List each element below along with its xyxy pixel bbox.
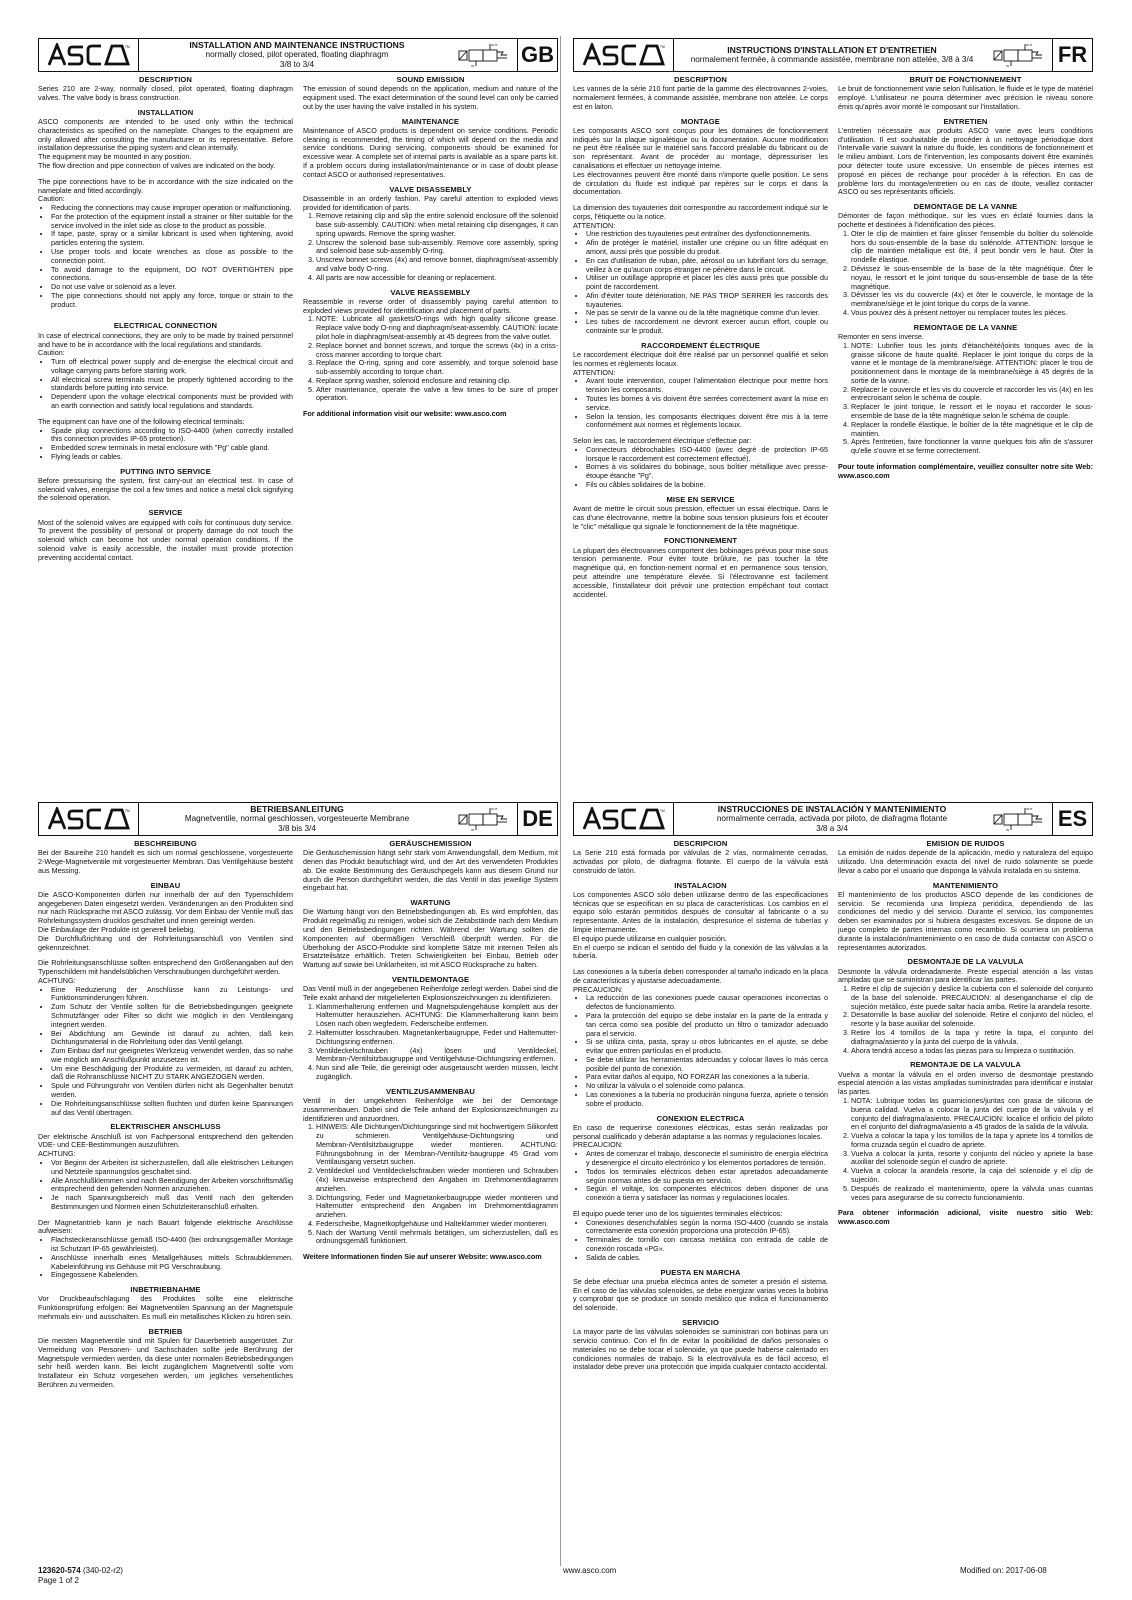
list-item: • Turn off electrical power supply and de-energise the electrical circuit and voltage carrying parts before starting work. [51, 358, 293, 376]
list-item: 1. NOTE: Lubrifier tous les joints d'étanchéité/joints toriques avec de la graisse silicone de haute qualité. Replacer le joint torique du corps de la vanne et le montage de la membrane/siège. ATTENTION: placer le trou de positionnement dans le montage de la membrane/siège à 45 degrés de la sortie de la vanne. [851, 342, 1093, 386]
list-item: 2. Replace bonnet and bonnet screws, and torque the screws (4x) in a criss-cross manner according to torque chart. [316, 342, 558, 360]
heading-wartung: WARTUNG [410, 898, 451, 908]
list-item: • Vor Beginn der Arbeiten ist sicherzustellen, daß alle elektrischen Leitungen und Netzteile spannungslos geschaltet sind. [51, 1159, 293, 1177]
list-item: • Um eine Beschädigung der Produkte zu vermeiden, ist darauf zu achten, daß die Rohranschlüsse NICHT ZU STARK ANGEZOGEN werden. [51, 1065, 293, 1083]
list-item: • Use proper tools and locate wrenches as close as possible to the connection point. [51, 248, 293, 266]
heading-geraeuschemission: GERÄUSCHEMISSION [389, 839, 472, 848]
heading-beschreibung: BESCHREIBUNG [134, 839, 197, 848]
heading-disassembly: VALVE DISASSEMBLY [389, 184, 472, 194]
text-fonctionnement: La plupart des électrovannes comportent des bobinages prévus pour mise sous tension permanente. Pour éviter toute brûlure, ne pas toucher la tête magnétique qui, en fonction-nement normal et en permanence sous tension, peut atteindre une température élevée. Si l'électrovanne est facilement accessible, l'installateur doit prévoir une protection empêchant tout contact accidentel. [573, 545, 828, 599]
list-item: • Avant toute intervention, couper l'alimentation électrique pour mettre hors tension les composants. [586, 377, 828, 395]
text-instalacion: Los componentes ASCO sólo deben utilizarse dentro de las especificaciones técnicas que se especifican en su placa de características. Los cambios en el equipo sólo estarán permitidos después de consultar al fabricante o a su representante. Antes de la instalación, despresurice el sistema de tuberías y limpie internamente. [573, 889, 828, 934]
list-item: 4. Vuelva a colocar la arandela resorte, la caja del solenoide y el clip de sujeción. [851, 1167, 1093, 1185]
heading-service: SERVICE [148, 508, 183, 518]
attention-label: ATTENTION: [573, 367, 616, 377]
text-conexion-electrica: En caso de requerirse conexiones eléctricas, estas serán realizadas por personal cualificado y deberán adaptarse a las normas y regulaciones locales. [573, 1122, 828, 1141]
list-item: • Eine Reduzierung der Anschlüsse kann zu Leistungs- und Funktionsminderungen führen. [51, 986, 293, 1004]
attention-label: ATTENTION: [573, 220, 616, 230]
list-item: • Ne pas se servir de la vanne ou de la tête magnétique comme d'un levier. [586, 309, 828, 318]
text-sound: The emission of sound depends on the application, medium and nature of the equipment used. The exact determination of the sound level can only be carried out by the user having the valve installed in his system. [303, 84, 558, 111]
list-item: • Anschlüsse innerhalb eines Metallgehäuses mittels Schraubklemmen. Kabeleinführung ins Gehäuse mit PG Verschraubung. [51, 1254, 293, 1272]
heading-ventilzusammenbau: VENTILZUSAMMENBAU [385, 1086, 476, 1096]
list-item: 5. Después de realizado el mantenimiento, opere la válvula unas cuantas veces para asegurarse de su correcto funcionamiento. [851, 1185, 1093, 1203]
list-item: • Según el voltaje, los componentes eléctricos deben disponer de una conexión a tierra y satisfacer las normas y regulaciones locales. [586, 1185, 828, 1203]
list-item: • The pipe connections should not apply any force, torque or strain to the product. [51, 292, 293, 310]
list-item: • Bornes à vis solidaires du bobinage, sous boîtier métallique avec presse-étoupe étanche "Pg". [586, 463, 828, 481]
list-item: • Do not use valve or solenoid as a lever. [51, 283, 293, 292]
text-montage: Les composants ASCO sont conçus pour les domaines de fonctionnement indiqués sur la plaque signalétique ou la documentation. Aucune modification ne peut être réalisée sur le matériel sans l'accord préalable du fabricant ou de son représentant. Avant de procéder au montage, dépressuriser les canalisations et effectuer un nettoyage interne. [573, 125, 828, 170]
svg-text:TM: TM [659, 45, 665, 49]
heading-mantenimiento: MANTENIMIENTO [932, 880, 999, 890]
language-code: GB [517, 39, 557, 71]
language-code: ES [1052, 803, 1092, 835]
asco-logo [574, 39, 674, 71]
doc-size: 3/8 bis 3/4 [278, 824, 316, 834]
heading-ventildemontage: VENTILDEMONTAGE [391, 974, 470, 984]
svg-text:IN: IN [471, 64, 474, 68]
text-demontage: Démonter de façon méthodique. sur les vues en éclaté fournies dans la pochette et destinées à l'identification des pièces. [838, 211, 1093, 230]
svg-text:OUT: OUT [1026, 43, 1033, 47]
list-item: 3. Dévisser les vis du couvercle (4x) et ôter le couvercle, le montage de la membrane/siège et le joint torique du corps de la vanne. [851, 291, 1093, 309]
text-servicio: La mayor parte de las válvulas solenoides se suministran con bobinas para un servicio continuo. Con el fin de evitar la posibilidad de daños personales o materiales no se debe tocar el solenoide, ya que puede haberse calentado en condiciones normales de trabajo. Si la electroválvula es de fácil acceso, el instalador debe prever una protección que impida cualquier contacto accidental. [573, 1327, 828, 1372]
heading-entretien: ENTRETIEN [943, 116, 988, 126]
list-item: • Se debe utilizar las herramientas adecuadas y colocar llaves lo más cerca posible del punto de conexión. [586, 1056, 828, 1074]
heading-reassembly: VALVE REASSEMBLY [390, 287, 471, 297]
text-einbau: Die ASCO-Komponenten dürfen nur innerhalb der auf den Typenschildern angegebenen Daten eingesetzt werden. Veränderungen an den Produkten sind nur nach Rücksprache mit ASCO zulässig. Vor dem Einbau der Ventile muß das Rohrleitungssystem drucklos geschaltet und innen gereinigt werden. [38, 889, 293, 926]
doc-subtitle: normalmente cerrada, activada por piloto, de diafragma flotante [716, 814, 948, 824]
achtung-label: ACHTUNG: [38, 1149, 76, 1159]
list-item: • No utilizar la válvula o el solenoide como palanca. [586, 1082, 828, 1091]
language-code: FR [1052, 39, 1092, 71]
list-item: 5. Après l'entretien, faire fonctionner la vanne quelques fois afin de s'assurer qu'elle s'ouvre et se ferme correctement. [851, 438, 1093, 456]
heading-elektrischer-anschluss: ELEKTRISCHER ANSCHLUSS [110, 1122, 221, 1132]
list-item: 5. After maintenance, operate the valve a few times to be sure of proper operation. [316, 386, 558, 404]
list-item: • To avoid damage to the equipment, DO NOT OVERTIGHTEN pipe connections. [51, 266, 293, 284]
heading-montage: MONTAGE [681, 116, 720, 126]
svg-text:TM: TM [659, 809, 665, 813]
list-item: 3. Ventildeckelschrauben (4x) lösen und Ventildeckel, Membran-/Ventilsitzbaugruppe und Ventilgehäuse-Dichtungsring entfernen. [316, 1047, 558, 1065]
list-item: • Las conexiones a la tubería no producirán ninguna fuerza, apriete o tensión sobre el producto. [586, 1091, 828, 1109]
heading-emision-ruidos: EMISION DE RUIDOS [926, 839, 1005, 848]
doc-title: BETRIEBSANLEITUNG [250, 803, 344, 814]
list-item: • Une restriction des tuyauteries peut entraîner des dysfonctionnements. [586, 230, 828, 239]
list-item: • Todos los terminales eléctricos deben estar apretados adecuadamente según normas antes de su puesta en servicio. [586, 1168, 828, 1186]
list-item: • Fils ou câbles solidaires de la bobine. [586, 481, 828, 490]
text-service: Most of the solenoid valves are equipped with coils for continuous duty service. To prevent the possibility of personal or property damage do not touch the solenoid which can become hot under normal operation conditions. If the solenoid valve is easily accessible, the installer must provide protection preventing accidental contact. [38, 517, 293, 562]
heading-electrical: ELECTRICAL CONNECTION [113, 321, 218, 331]
text-bruit: Le bruit de fonctionnement varie selon l'utilisation, le fluide et le type de matériel employé. L'utilisateur ne pourra déterminer avec précision le niveau sonore émis qu'après avoir monté le composant sur l'installation. [838, 84, 1093, 111]
svg-text:TM: TM [124, 809, 130, 813]
list-item: 1. Klammerhalterung entfernen und Magnetspulengehäuse komplett aus der Haltemutter herausziehen. ACHTUNG: Die Klammerhalterung kann beim Lösen nach oben wegfedern. Federscheibe entfernen. [316, 1003, 558, 1029]
valve-symbol-icon [455, 803, 517, 835]
list-item: 1. HINWEIS: Alle Dichtungen/Dichtungsringe sind mit hochwertigem Silikonfett zu schmieren. Ventilgehäuse-Dichtungsring und Membran-/Ventilsitzbaugruppe wieder montieren. ACHTUNG: Führungsbohrung in der Membran-/Ventilsitz-baugruppe 45 Grad vom Ventilausgang versetzt suchen. [316, 1123, 558, 1167]
heading-maintenance: MAINTENANCE [401, 116, 460, 126]
list-item: • Alle Anschlußklemmen sind nach Beendigung der Arbeiten vorschriftsmäßig entsprechend den geltenden Normen anzuziehen. [51, 1177, 293, 1195]
text-conexion-electrica: El equipo puede tener uno de los siguientes terminales eléctricos: [573, 1208, 783, 1218]
list-item: • If tape, paste, spray or a similar lubricant is used when tightening, avoid particles entering the system. [51, 230, 293, 248]
list-item: 2. Replacer le couvercle et les vis du couvercle et raccorder les vis (4x) en les entrecroisant selon le schéma de couple. [851, 386, 1093, 404]
text-disassembly: Disassemble in an orderly fashion. Pay careful attention to exploded views provided for identification of parts. [303, 193, 558, 212]
list-item: • Conexiones desenchufables según la norma ISO-4400 (cuando se instala correctamente esta conexión proporciona una protección IP-65). [586, 1219, 828, 1237]
text-installation: The pipe connections have to be in accordance with the size indicated on the nameplate and fitted accordingly. [38, 176, 293, 195]
doc-size: 3/8 to 3/4 [279, 60, 315, 70]
section-es [573, 802, 1093, 1562]
list-item: • Spade plug connections according to ISO-4400 (when correctly installed this connection provides IP-65 protection). [51, 427, 293, 445]
footer-doc-info [38, 1566, 123, 1586]
list-item: 1. Oter le clip de maintien et faire glisser l'ensemble du boîtier du solénoïde hors du sous-ensemble de la base du solénoïde. ATTENTION: lorsque le clip de maintien métallique est ôté, il peut bondir vers le haut. Ôter la rondelle élastique. [851, 230, 1093, 265]
list-item: 4. Nun sind alle Teile, die gereinigt oder ausgetauscht werden müssen, leicht zugänglich. [316, 1064, 558, 1082]
doc-size: 3/8 a 3/4 [816, 824, 848, 834]
text-emision-ruidos: La emisión de ruidos depende de la aplicación, medio y naturaleza del equipo utilizado. Una determinación exacta del nivel de ruido solamente se puede llevar a cabo por el usuario que disponga la válvula instalada en su sistema. [838, 848, 1093, 875]
text-einbau: Die Rohrleitungsanschlüsse sollten entsprechend den Größenangaben auf den Typenschildern mit handelsüblichen Verschraubungen durchgeführt werden. [38, 958, 293, 977]
list-item: • Terminales de tornillo con carcasa metálica con entrada de cable de conexión roscada «PG». [586, 1236, 828, 1254]
list-item: 4. Ahora tendrá acceso a todas las piezas para su limpieza o sustitución. [851, 1047, 1093, 1056]
list-item: • For the protection of the equipment install a strainer or filter suitable for the service involved in the inlet side as close to the product as possible. [51, 213, 293, 231]
list-item: 1. NOTE: Lubricate all gaskets/O-rings with high quality silicone grease. Replace valve body O-ring and diaphragm/seat-assembly. CAUTION: locate pilot hole in diaphragm/seat-assembly at 45 degrees from the valve outlet. [316, 315, 558, 341]
text-elektrischer-anschluss: Der Magnetantrieb kann je nach Bauart folgende elektrische Anschlüsse aufweisen: [38, 1217, 293, 1236]
list-item: 2. Vuelva a colocar la tapa y los tornillos de la tapa y apriete los 4 tornillos de forma cruzada según el cuadro de apriete. [851, 1132, 1093, 1150]
precaucion-label: PRECAUCION: [573, 984, 623, 994]
heading-remontage: REMONTAGE DE LA VANNE [913, 322, 1018, 332]
doc-number: 123620-574 [38, 1566, 81, 1575]
heading-installation: INSTALLATION [137, 107, 194, 117]
section-de [38, 802, 558, 1562]
column-divider [560, 36, 561, 1566]
list-item: • Reducing the connections may cause improper operation or malfunctioning. [51, 204, 293, 213]
text-remontage: Remonter en sens inverse. [838, 331, 924, 341]
heading-description: DESCRIPTION [139, 75, 192, 84]
footer-modified: Modified on: 2017-06-08 [960, 1566, 1047, 1575]
list-item: • Selon la tension, les composants électriques doivent être mis à la terre conformément aux normes et règlements locaux. [586, 413, 828, 431]
text-electrical: In case of electrical connections, they are only to be made by trained personnel and have to be in accordance with the local regulations and standards. [38, 330, 293, 349]
header-gb [38, 38, 558, 72]
heading-conexion-electrica: CONEXION ELECTRICA [656, 1113, 745, 1123]
text-maintenance: Maintenance of ASCO products is dependent on service conditions. Periodic cleaning is recommended, the timing of which will depend on the media and service conditions. During servicing, components should be examined for excessive wear. A complete set of internal parts is available as a spare parts kit. If a problem occurs during installation/maintenance or in case of doubt please contact ASCO or authorised representatives. [303, 125, 558, 179]
list-item: 5. Nach der Wartung Ventil mehrmals betätigen, um sicherzustellen, daß es ordnungsgemäß funktioniert. [316, 1229, 558, 1247]
list-item: • Antes de comenzar el trabajo, desconecte el suministro de energía eléctrica y desenergice el circuito electrónico y los elementos portadores de tensión. [586, 1150, 828, 1168]
heading-demontage: DEMONTAGE DE LA VANNE [913, 202, 1018, 212]
list-item: • Zum Einbau darf nur geeignetes Werkzeug verwendet werden, das so nahe wie möglich am Anschlußpunkt anzusetzen ist. [51, 1047, 293, 1065]
list-item: • Je nach Spannungsbereich muß das Ventil nach den geltenden Bestimmungen und Normen einen Schutzleiteranschluß erhalten. [51, 1194, 293, 1212]
list-item: • Flying leads or cables. [51, 453, 293, 462]
text-montage: Les électrovannes peuvent être monté dans n'importe quelle position. Le sens de circulation du fluide est indiqué par repères sur le corps et dans la documentation. [573, 169, 828, 197]
doc-title: INSTRUCTIONS D'INSTALLATION ET D'ENTRETIEN [727, 44, 937, 55]
svg-text:OUT: OUT [1026, 807, 1033, 811]
svg-text:IN: IN [1006, 64, 1009, 68]
list-item: • Bei Abdichtung am Gewinde ist darauf zu achten, daß kein Dichtungsmaterial in die Rohrleitung oder das Ventil gelangt. [51, 1030, 293, 1048]
website-note: For additional information visit our website: www.asco.com [303, 409, 507, 419]
text-mise-en-service: Avant de mettre le circuit sous pression, effectuer un essai électrique. Dans le cas d'une électrovanne, mettre la bobine sous tension plusieurs fois et écouter le "clic" métallique qui signale le fonctionnement de la tête magnétique. [573, 504, 828, 531]
list-item: • Para la protección del equipo se debe instalar en la parte de la entrada y tan cerca como sea posible del producto un filtro o tamizador adecuado para el servicio. [586, 1012, 828, 1038]
text-ventildemontage: Das Ventil muß in der angegebenen Reihenfolge zerlegt werden. Dabei sind die Teile exakt anhand der mitgelieferten Explosionszeichnungen zu identifizieren. [303, 984, 558, 1002]
heading-servicio: SERVICIO [682, 1317, 719, 1327]
list-item: 4. Replacer la rondelle élastique, le boîtier de la tête magnétique et le clip de maintien. [851, 421, 1093, 439]
heading-sound: SOUND EMISSION [396, 75, 465, 84]
list-item: 3. Dichtungsring, Feder und Magnetankerbaugruppe wieder montieren und Haltemutter entsprechend den Angaben im Drehmomentdiagramm anziehen. [316, 1194, 558, 1220]
list-item: 1. Retire el clip de sujeción y deslice la cubierta con el solenoide del conjunto de la base del solenoide. PRECAUCION: al desengancharse el clip de sujeción metálico, éste puede saltar hacia arriba. Retire la arandela resorte. [851, 985, 1093, 1011]
valve-symbol-icon [990, 39, 1052, 71]
list-item: • Zum Schutz der Ventile sollten für die Betriebsbedingungen geeignete Schmutzfänger oder Filter so dicht wie möglich in den Ventileingang integriert werden. [51, 1003, 293, 1029]
text-einbau: Die Durchflußrichtung und der Rohrleitungsanschluß von Ventilen sind gekennzeichnet. [38, 933, 293, 952]
heading-inbetriebnahme: INBETRIEBNAHME [130, 1285, 201, 1295]
heading-bruit: BRUIT DE FONCTIONNEMENT [909, 75, 1022, 84]
heading-einbau: EINBAU [150, 880, 181, 890]
text-description: Les vannes de la série 210 font partie de la gamme des électrovannes 2-voies, normalement fermées, à commande assistée, membrane non attelée. Le corps est en laiton. [573, 84, 828, 111]
list-item: • Eingegossene Kabelenden. [51, 1271, 293, 1280]
list-item: • Si se utiliza cinta, pasta, spray u otros lubricantes en el ajuste, se debe evitar que entren partículas en el producto. [586, 1038, 828, 1056]
text-reassembly: Reassemble in reverse order of disassembly paying careful attention to exploded views provided for identification and placement of parts. [303, 296, 558, 315]
doc-title: INSTRUCCIONES DE INSTALACIÓN Y MANTENIMIENTO [717, 803, 947, 814]
text-desmontaje: Desmonte la válvula ordenadamente. Preste especial atención a las vistas ampliadas que se suministran para identificar las partes. [838, 966, 1093, 985]
list-item: 4. Vous pouvez dès à présent nettoyer ou remplacer toutes les pièces. [851, 309, 1093, 318]
svg-text:OUT: OUT [491, 43, 498, 47]
list-item: 4. Replace spring washer, solenoid enclosure and retaining clip. [316, 377, 558, 386]
text-electrical: Selon les cas, le raccordement électrique s'effectue par: [573, 436, 752, 446]
doc-subtitle: normalement fermée, à commande assistée, membrane non attelée, 3/8 à 3/4 [690, 55, 974, 65]
text-installation: ASCO components are intended to be used only within the technical characteristics as specified on the nameplate. Changes to the equipment are only allowed after consulting the manufacturer or its representative. Before installation depressurise the piping system and clean internally. [38, 117, 293, 153]
doc-subtitle: normally closed, pilot operated, floating diaphragm [205, 50, 389, 60]
list-item: 3. Retire los 4 tornillos de la tapa y retire la tapa, el conjunto del diafragma/asiento y la junta del cuerpo de la válvula. [851, 1029, 1093, 1047]
text-puesta-en-marcha: Se debe efectuar una prueba eléctrica antes de someter a presión el sistema. En el caso de las válvulas solenoides, se debe energizar varias veces la bobina y comprobar que se produce un sonido metálico que indica el funcionamiento del solenoide. [573, 1276, 828, 1313]
heading-mise-en-service: MISE EN SERVICE [666, 494, 735, 504]
heading-desmontaje: DESMONTAJE DE LA VALVULA [907, 957, 1024, 967]
list-item: • Embedded screw terminals in metal enclosure with "Pg" cable gland. [51, 444, 293, 453]
heading-puesta-en-marcha: PUESTA EN MARCHA [660, 1267, 741, 1277]
caution-label: Caution: [38, 194, 65, 204]
text-wartung: Die Wartung hängt von den Betriebsbedingungen ab. Es wird empfohlen, das Produkt regelmäßig zu reinigen, wobei sich die Zeitabstände nach dem Medium und den Betriebsbedingungen richten. Während der Wartung sollten die Komponenten auf übermäßigen Verschleiß überprüft werden. Für die Überholung der ASCO-Produkte sind komplette Sätze mit internen Teilen als Ersatzteilsätze erhältlich. Treten Schwierigkeiten bei Einbau, Betrieb oder Wartung auf sowie bei Unklarheiten, ist mit ASCO Rücksprache zu halten. [303, 907, 558, 970]
list-item: 3. Replace the O-ring, spring and core assembly, and torque solenoid base sub-assembly according to torque chart. [316, 359, 558, 377]
text-betrieb: Die meisten Magnetventile sind mit Spulen für Dauerbetrieb ausgerüstet. Zur Vermeidung von Personen- und Sachschäden sollte jede Berührung der Magnetspule vermieden werden, da diese unter normalen Betriebsbedingungen sehr heiß werden kann. Bei leicht zugänglichem Magnetventil sollte vom Installateur ein Schutz vorgesehen werden, um jegliches versehentliches Berühren zu vermeiden. [38, 1335, 293, 1389]
text-ventilzusammenbau: Ventil in der umgekehrten Reihenfolge wie bei der Demontage zusammenbauen. Dabei sind die Teile anhand der Explosionszeichnungen zu identifizieren und anzuordnen. [303, 1095, 558, 1123]
list-item: 1. NOTA: Lubrique todas las guarniciones/juntas con grasa de silicona de buena calidad. Vuelva a colocar la junta del cuerpo de la válvula y el conjunto del diafragma/asiento. PRECAUCION: localice el orificio del piloto en el conjunto del diafragma/asiento a 45 grados de la salida de la válvula. [851, 1097, 1093, 1132]
header-es [573, 802, 1093, 836]
list-item: • Toutes les bornes à vis doivent être serrées correctement avant la mise en service. [586, 395, 828, 413]
heading-betrieb: BETRIEB [148, 1326, 183, 1336]
text-beschreibung: Bei der Baureihe 210 handelt es sich um normal geschlossene, vorgesteuerte 2-Wege-Magnetventile mit vorgesteuerter Membran. Das Ventilgehäuse besteht aus Messing. [38, 848, 293, 875]
section-gb [38, 38, 558, 768]
list-item: • Utiliser un outillage approprié et placer les clés aussi près que possible du point de raccordement. [586, 274, 828, 292]
list-item: 3. Unscrew bonnet screws (4x) and remove bonnet, diaphragm/seat-assembly and valve body O-ring. [316, 256, 558, 274]
list-item: 3. Replacer le joint torique, le ressort et le noyau et raccorder le sous-ensemble de base de la tête magnétique selon le schéma de couple. [851, 403, 1093, 421]
text-inbetriebnahme: Vor Druckbeaufschlagung des Produktes sollte eine elektrische Funktionsprüfung erfolgen: Bei Magnetventilen Spannung an der Magnetspule mehrmals ein- und ausschalten. Es muß ein metallisches Klicken zu hören sein. [38, 1294, 293, 1321]
achtung-label: ACHTUNG: [38, 975, 76, 985]
text-entretien: L'entretien nécessaire aux produits ASCO varie avec leurs conditions d'utilisation. Il est souhaitable de procéder à un nettoyage périodique dont l'intervalle varie suivant la nature du fluide, les conditions de fonctionnement et le milieu ambiant. Lors de l'intervention, les composants doivent être examinés pour détecter toute usure excessive. Un ensemble de pièces internes est proposé en pièces de rechange pour procéder à la réfection. En cas de problème lors du montage/entretien ou en cas de doute, veuillez contacter ASCO ou ses représentants officiels. [838, 125, 1093, 197]
list-item: 4. All parts are now accessible for cleaning or replacement. [316, 274, 558, 283]
heading-descripcion: DESCRIPCION [673, 839, 728, 848]
language-code: DE [517, 803, 557, 835]
list-item: 2. Unscrew the solenoid base sub-assembly. Remove core assembly, spring and solenoid base sub-assembly O-ring. [316, 239, 558, 257]
list-item: • Salida de cables. [586, 1254, 828, 1263]
text-remontaje: Vuelva a montar la válvula en el orden inverso de desmontaje prestando especial atención a las vistas ampliadas suministradas para identificar e instalar las partes. [838, 1069, 1093, 1097]
section-fr [573, 38, 1093, 768]
text-montage: La dimension des tuyauteries doit correspondre au raccordement indiqué sur le corps, l'étiquette ou la notice. [573, 203, 828, 221]
text-instalacion: En el cuerpo se indican el sentido del fluido y la conexión de las válvulas a la tubería. [573, 942, 828, 961]
page-number: Page 1 of 2 [38, 1575, 79, 1585]
website-note: Para obtener información adicional, visite nuestro sitio Web: www.asco.com [838, 1208, 1093, 1227]
heading-fonctionnement: FONCTIONNEMENT [663, 536, 738, 546]
text-geraeuschemission: Die Geräuschemission hängt sehr stark vom Anwendungsfall, dem Medium, mit denen das Produkt beaufschlagt wird, und der Art des verwendeten Produktes ab. Die exakte Bestimmung des Geräuschpegels kann aus diesem Grund nur durch die Person durchgeführt werden, die das Ventil in das jeweilige System eingebaut hat. [303, 848, 558, 893]
text-electrical: The equipment can have one of the following electrical terminals: [38, 416, 245, 426]
list-item: • Die Rohrleitungsanschlüsse sollten fluchten und dürfen keine Spannungen auf das Ventil übertragen. [51, 1100, 293, 1118]
list-item: • Afin d'éviter toute détérioration, NE PAS TROP SERRER les raccords des tuyauteries. [586, 292, 828, 310]
header-de [38, 802, 558, 836]
caution-label: Caution: [38, 348, 65, 358]
list-item: • Dependent upon the voltage electrical components must be provided with an earth connection and satisfy local regulations and standards. [51, 393, 293, 411]
precaucion-label: PRECAUCION: [573, 1140, 623, 1150]
header-fr [573, 38, 1093, 72]
list-item: 4. Federscheibe, Magnetkopfgehäuse und Halteklammer wieder montieren. [316, 1220, 558, 1229]
text-einbau: Die Einbaulage der Produkte ist generell beliebig. [38, 924, 196, 934]
text-instalacion: El equipo puede utilizarse en cualquier posición. [573, 933, 727, 943]
list-item: 1. Remove retaining clip and slip the entire solenoid enclosure off the solenoid base sub-assembly. CAUTION: when metal retaining clip disengages, it can spring upwards. Remove the spring washer. [316, 212, 558, 238]
asco-logo [39, 39, 139, 71]
list-item: 2. Dévissez le sous-ensemble de la base de la tête magnétique. Ôter le noyau, le ressort et le joint torique du sous-ensemble de base de la tête magnétique. [851, 265, 1093, 291]
text-mantenimiento: El mantenimiento de los productos ASCO depende de las condiciones de servicio. Se recomienda una limpieza periódica, dependiendo de las condiciones del medio y del servicio. Durante el servicio, los componentes deben ser examinados por si hubiera desgastes excesivos. Se dispone de un juego completo de partes internas como recambio. Si ocurriera un problema durante la instalación/mantenimiento o en caso de duda contactar con ASCO o representantes autorizados. [838, 889, 1093, 952]
valve-symbol-icon [990, 803, 1052, 835]
heading-instalacion: INSTALACION [674, 880, 727, 890]
list-item: • Connecteurs débrochables ISO-4400 (avec degré de protection IP-65 lorsque le raccordement est correctement effectué). [586, 446, 828, 464]
asco-logo [574, 803, 674, 835]
list-item: 2. Haltemutter losschrauben. Magnetankerbaugruppe, Feder und Haltemutter-Dichtungsring entfernen. [316, 1029, 558, 1047]
heading-remontaje: REMONTAJE DE LA VALVULA [910, 1060, 1021, 1070]
text-putting-into-service: Before pressurising the system, first carry-out an electrical test. In case of solenoid valves, energise the coil a few times and notice a metal click signifying the solenoid operation. [38, 475, 293, 503]
text-description: Series 210 are 2-way, normally closed, pilot operated, floating diaphragm valves. The valve body is brass construction. [38, 84, 293, 103]
svg-text:OUT: OUT [491, 807, 498, 811]
heading-electrical: RACCORDEMENT ÉLECTRIQUE [641, 340, 760, 350]
text-electrical: Le raccordement électrique doit être réalisé par un personnel qualifié et selon les normes et règlements locaux. [573, 350, 828, 368]
list-item: • All electrical screw terminals must be properly tightened according to the standards before putting into service. [51, 376, 293, 394]
doc-revision: (340-02-r2) [82, 1566, 123, 1575]
heading-description: DESCRIPTION [674, 75, 727, 84]
list-item: • Para evitar daños al equipo, NO FORZAR las conexiones a la tubería. [586, 1073, 828, 1082]
doc-title: INSTALLATION AND MAINTENANCE INSTRUCTIONS [189, 39, 405, 50]
text-installation: The flow direction and pipe connection of valves are indicated on the body. [38, 160, 276, 170]
list-item: • Flachsteckeranschlüsse gemäß ISO-4400 (bei ordnungsgemäßer Montage ist Schutzart IP-65 gewährleistet). [51, 1236, 293, 1254]
doc-subtitle: Magnetventile, normal geschlossen, vorgesteuerte Membrane [184, 814, 410, 824]
text-elektrischer-anschluss: Der elektrische Anschluß ist von Fachpersonal entsprechend den geltenden VDE- und CEE-Bestimmungen auszuführen. [38, 1131, 293, 1150]
text-installation: The equipment may be mounted in any position. [38, 152, 192, 162]
list-item: • Afin de protéger le matériel, installer une crépine ou un filtre adéquat en amont, aussi près que possible du produit. [586, 239, 828, 257]
heading-putting-into-service: PUTTING INTO SERVICE [120, 466, 211, 476]
text-descripcion: La Serie 210 está formada por válvulas de 2 vías, normalmente cerradas, activadas por piloto, de diafragma flotante. El cuerpo de la válvula está construido de latón. [573, 848, 828, 875]
list-item: 2. Desatornille la base auxiliar del solenoide. Retire el conjunto del núcleo, el resorte y la base auxiliar del solenoide. [851, 1011, 1093, 1029]
svg-text:TM: TM [124, 45, 130, 49]
footer-website: www.asco.com [563, 1566, 617, 1575]
list-item: • Spule und Führungsrohr von Ventilen dürfen nicht als Gegenhalter benutzt werden. [51, 1082, 293, 1100]
svg-text:IN: IN [471, 828, 474, 832]
list-item: 3. Vuelva a colocar la junta, resorte y conjunto del núcleo y apriete la base auxiliar del solenoide según el cuadro de apriete. [851, 1150, 1093, 1168]
text-instalacion: Las conexiones a la tubería deben corresponder al tamaño indicado en la placa de características y ajustarse adecuadamente. [573, 967, 828, 985]
svg-text:IN: IN [1006, 828, 1009, 832]
list-item: • En cas d'utilisation de ruban, pâte, aérosol ou un lubrifiant lors du serrage, veillez à ce qu'aucun corps étranger ne pénètre dans le circuit. [586, 257, 828, 275]
list-item: • La reducción de las conexiones puede causar operaciones incorrectas o defectos de funcionamiento. [586, 994, 828, 1012]
list-item: • Les tubes de raccordement ne devront exercer aucun effort, couple ou contrainte sur le produit. [586, 318, 828, 336]
website-note: Pour toute information complémentaire, veuillez consulter notre site Web: www.asco.com [838, 461, 1093, 480]
asco-logo [39, 803, 139, 835]
website-note: Weitere Informationen finden Sie auf unserer Website: www.asco.com [303, 1252, 542, 1262]
valve-symbol-icon [455, 39, 517, 71]
list-item: 2. Ventildeckel und Ventildeckelschrauben wieder montieren und Schrauben (4x) kreuzweise entsprechend den Angaben im Drehmomentdiagramm anziehen. [316, 1167, 558, 1193]
